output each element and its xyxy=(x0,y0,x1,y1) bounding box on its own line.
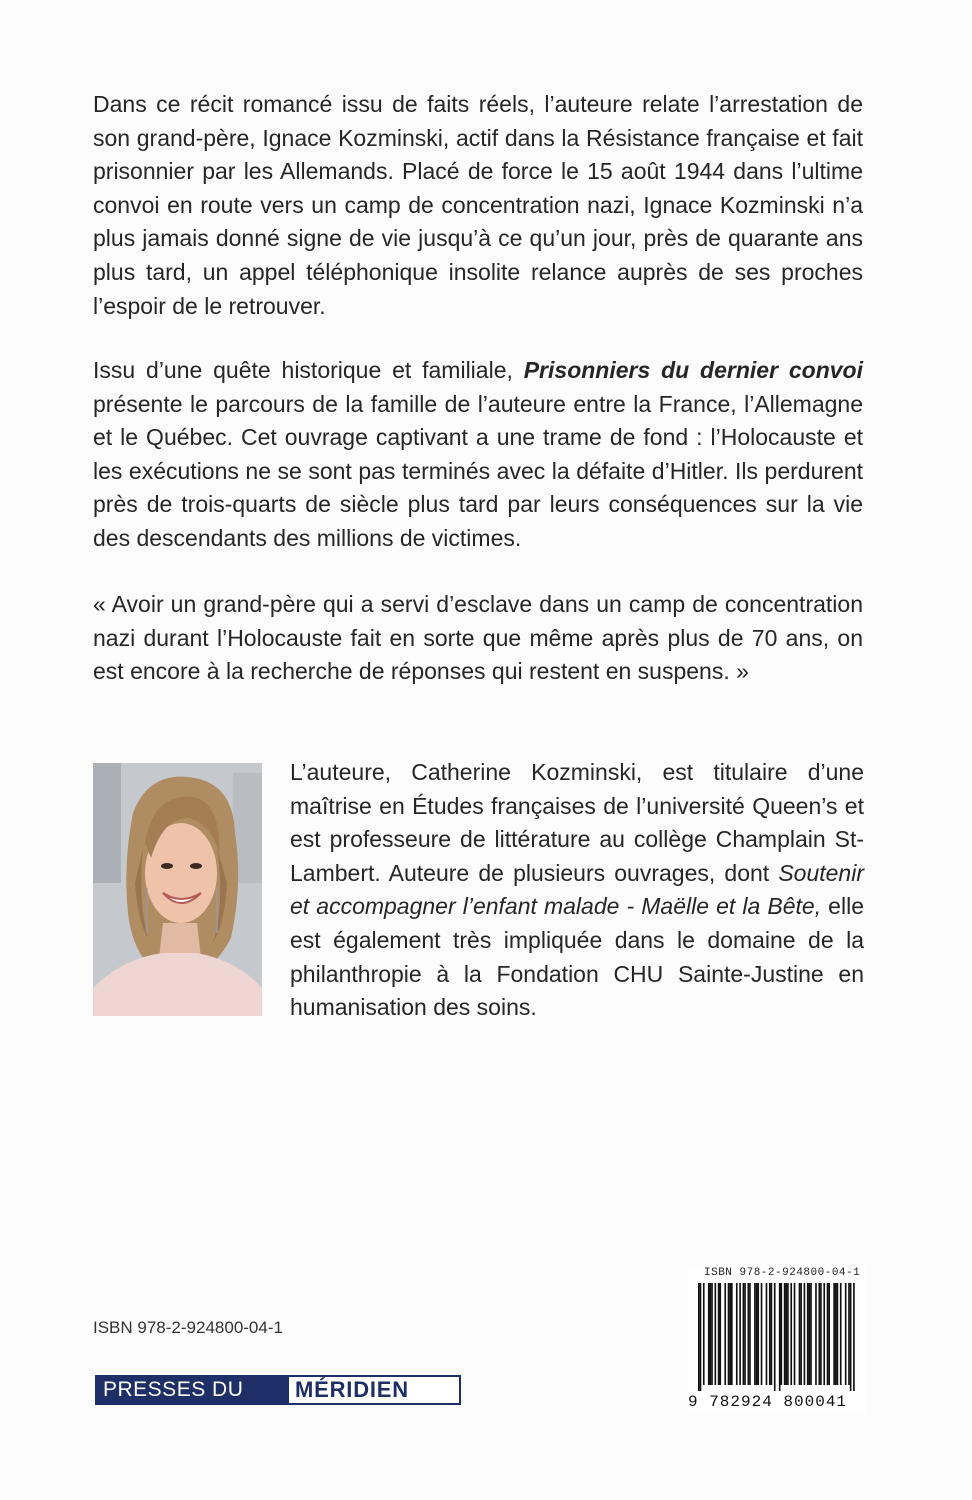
barcode-bar xyxy=(820,1283,822,1385)
barcode-bar xyxy=(736,1283,738,1385)
author-quote: « Avoir un grand-père qui a servi d’esclave dans un camp de concentration nazi durant l’Holocauste fait en sorte que même après plus de 70 ans, on est encore à la recherche de réponses qui restent en suspens. » xyxy=(93,591,863,685)
barcode-bar xyxy=(818,1283,820,1385)
barcode-bar xyxy=(715,1283,717,1385)
author-portrait-image xyxy=(93,763,262,1016)
barcode-bar xyxy=(833,1283,835,1385)
barcode-bar xyxy=(779,1283,781,1391)
barcode-bar xyxy=(748,1283,750,1385)
barcode-bar xyxy=(698,1283,700,1391)
barcode-bar xyxy=(711,1283,713,1385)
barcode-bar xyxy=(845,1283,847,1385)
context-paragraph xyxy=(93,354,863,556)
barcode-bar xyxy=(799,1283,801,1385)
barcode-bar xyxy=(835,1283,837,1385)
barcode-bar xyxy=(743,1283,745,1385)
barcode-bar xyxy=(766,1283,768,1385)
barcode-bar xyxy=(853,1283,855,1391)
barcode-bar xyxy=(790,1283,792,1385)
barcode-bar xyxy=(728,1283,730,1385)
barcode-bar xyxy=(719,1283,721,1385)
barcode-bar xyxy=(754,1283,756,1385)
barcode-bar xyxy=(774,1283,776,1391)
book-title: Prisonniers du dernier convoi xyxy=(523,357,863,383)
barcode xyxy=(688,1265,866,1415)
barcode-bar xyxy=(809,1283,811,1385)
barcode-bars xyxy=(698,1283,858,1391)
barcode-bar xyxy=(840,1283,842,1385)
barcode-bar xyxy=(800,1283,802,1385)
barcode-bar xyxy=(724,1283,726,1385)
summary-paragraph: Dans ce récit romancé issu de faits réels, l’auteure relate l’arrestation de son grand-père, Ignace Kozminski, actif dans la Résistance française et fait prisonnier par les Allemands. Placé de force le 15 août 1944 dans l’ultime convoi en route vers un camp de concentration nazi, Ignace Kozminski n’a plus jamais donné signe de vie jusqu’à ce qu’un jour, près de quarante ans plus tard, un appel téléphonique insolite relance auprès de ses proches l’espoir de le retrouver. xyxy=(93,91,863,319)
barcode-bar xyxy=(769,1283,771,1385)
barcode-bar xyxy=(804,1283,806,1385)
author-photo xyxy=(93,763,262,1016)
context-intro: Issu d’une quête historique et familiale, xyxy=(93,357,524,383)
other-book-title: Soutenir et accompagner l’enfant malade - Maëlle et la Bête, xyxy=(290,859,864,920)
barcode-bar xyxy=(827,1283,829,1385)
publisher-name-part2: MÉRIDIEN xyxy=(289,1377,459,1403)
barcode-bar xyxy=(731,1283,733,1385)
barcode-bar xyxy=(771,1283,773,1385)
barcode-bar xyxy=(757,1283,759,1385)
publisher-name-part1: PRESSES DU xyxy=(103,1378,244,1401)
barcode-digits: 9 782924 800041 xyxy=(688,1393,848,1411)
barcode-bar xyxy=(850,1283,852,1391)
barcode-bar xyxy=(744,1283,746,1385)
barcode-bar xyxy=(807,1283,809,1385)
barcode-bar xyxy=(739,1283,741,1385)
barcode-bar xyxy=(756,1283,758,1385)
barcode-bar xyxy=(784,1283,786,1385)
barcode-bar xyxy=(848,1283,850,1385)
barcode-bar xyxy=(703,1283,705,1385)
barcode-bar xyxy=(837,1283,839,1385)
barcode-bar xyxy=(794,1283,796,1385)
barcode-isbn-text: ISBN 978-2-924800-04-1 xyxy=(704,1267,861,1279)
barcode-bar xyxy=(785,1283,787,1385)
barcode-bar xyxy=(700,1283,702,1391)
barcode-bar xyxy=(823,1283,825,1385)
barcode-bar xyxy=(710,1283,712,1385)
barcode-bar xyxy=(810,1283,812,1385)
bio-rest: elle est également très impliquée dans le domaine de la philanthropie à la Fondation CHU Sainte-Justine en humanisation des soins. xyxy=(290,893,864,1021)
barcode-bar xyxy=(729,1283,731,1385)
author-bio xyxy=(290,756,864,1025)
context-body: présente le parcours de la famille de l’auteure entre la France, l’Allemagne et le Québec. Cet ouvrage captivant a une trame de fond : l’Holocauste et les exécutions ne se sont pas terminés avec la défaite d’Hitler. Ils perdurent près de trois-quarts de siècle plus tard par leurs conséquences sur la vie des descendants des millions de victimes. xyxy=(93,390,863,551)
barcode-bar xyxy=(749,1283,751,1385)
barcode-bar xyxy=(761,1283,763,1385)
barcode-bar xyxy=(815,1283,817,1385)
barcode-bar xyxy=(708,1283,710,1385)
barcode-bar xyxy=(718,1283,720,1385)
barcode-bar xyxy=(787,1283,789,1385)
isbn-label: ISBN 978-2-924800-04-1 xyxy=(93,1318,283,1337)
barcode-bar xyxy=(828,1283,830,1385)
publisher-logo xyxy=(95,1375,461,1405)
bio-intro: L’auteure, Catherine Kozminski, est titulaire d’une maîtrise en Études françaises de l’université Queen’s et est professeure de littérature au collège Champlain St-Lambert. Auteure de plusieurs ouvrages, dont xyxy=(290,759,864,886)
barcode-bar xyxy=(781,1283,783,1385)
